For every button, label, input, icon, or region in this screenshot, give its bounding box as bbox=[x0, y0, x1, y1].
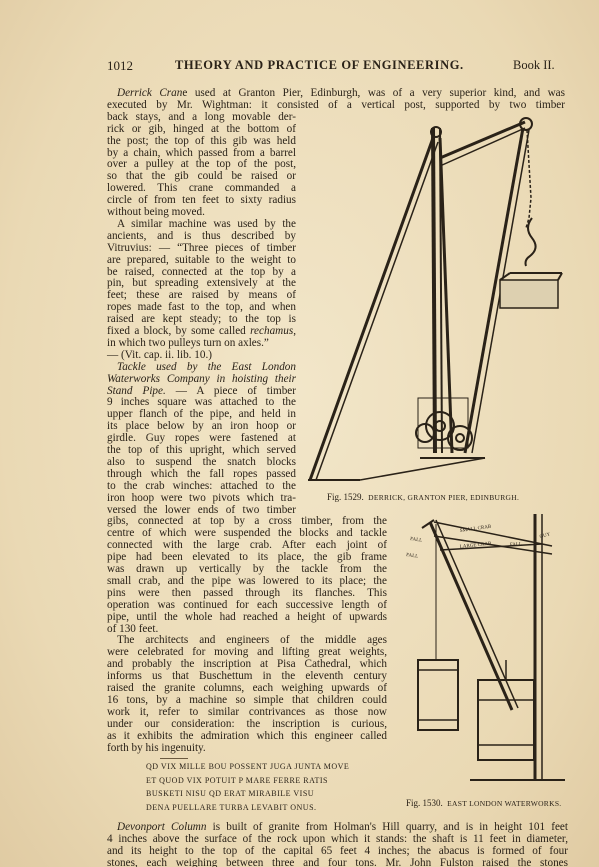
text-line: Derrick Crane used at Granton Pier, Edinburgh, was of a very superior kind, and was bbox=[117, 87, 565, 99]
text-line: rick or gib, hinged at the bottom of bbox=[107, 122, 296, 135]
text-line: was drawn up vertically by the tackle from the bbox=[107, 563, 387, 575]
fig1529-title: DERRICK, GRANTON PIER, EDINBURGH. bbox=[368, 493, 520, 502]
text-line: in which two pulleys turn on axles.” bbox=[107, 336, 269, 349]
text-line: by a chain, which passed from a barrel bbox=[107, 146, 296, 159]
text-line: forth by his ingenuity. bbox=[107, 741, 206, 754]
text-line: Stand Pipe. — A piece of timber bbox=[107, 384, 296, 397]
text-line: small crab, and the pipe was lowered to its place; the bbox=[107, 574, 387, 587]
text-line: through which the fall ropes passed bbox=[107, 467, 296, 480]
text-line: 16 tons, by a machine so simple that children could bbox=[107, 693, 387, 706]
text-line: without being moved. bbox=[107, 206, 205, 218]
inscription-line: ET QUOD VIX POTUIT P MARE FERRE RATIS bbox=[146, 775, 328, 785]
running-title: THEORY AND PRACTICE OF ENGINEERING. bbox=[175, 58, 464, 72]
text-line: The architects and engineers of the middle ages bbox=[117, 634, 387, 647]
text-line: were celebrated for moving and lifting great weights, bbox=[107, 646, 387, 659]
text-line: iron hoop were two pivots which tra- bbox=[107, 491, 296, 504]
fig1529-caption bbox=[327, 492, 519, 502]
text-line: centre of which were suspended the blocks and tackle bbox=[107, 527, 387, 540]
text-line: also to suspend the snatch blocks bbox=[107, 455, 296, 468]
fig1530-caption bbox=[406, 798, 561, 808]
waterworks-tackle-figure bbox=[400, 510, 575, 795]
text-line: Waterworks Company in hoisting their bbox=[107, 372, 296, 385]
page-number: 1012 bbox=[107, 58, 133, 73]
text-line: Devonport Column is built of granite from Holman's Hill quarry, and is in height 101 feet bbox=[117, 821, 569, 833]
text-line: pipe had been elevated to its place, the gib frame bbox=[107, 551, 387, 564]
text-line: 9 inches square was attached to the bbox=[107, 396, 296, 409]
text-line: — (Vit. cap. ii. lib. 10.) bbox=[107, 348, 212, 361]
text-line: connected with the large crab. After each joint of bbox=[107, 539, 387, 552]
inscription-line: DENA PUELLARE TURBA LEVABIT ONUS. bbox=[146, 802, 317, 812]
text-line: its place below by an iron hoop or bbox=[107, 420, 296, 433]
text-line: A similar machine was used by the bbox=[117, 217, 296, 230]
rope-label-fall-1: FALL bbox=[409, 537, 423, 544]
rope-label-fall-2: FALL bbox=[405, 553, 419, 560]
inscription-line: BUSKETI NISU QD ERAT MIRABILE VISU bbox=[146, 789, 315, 798]
text-line: Vitruvius: — “Three pieces of timber bbox=[107, 241, 296, 254]
text-line: informs us that Buschettum in the eleventh century bbox=[107, 670, 387, 683]
text-line: back stays, and a long movable der- bbox=[107, 110, 296, 123]
inscription-rule bbox=[160, 758, 188, 759]
text-line: over a pulley at the top of the post, bbox=[107, 158, 296, 171]
fig1529-number: Fig. 1529. bbox=[327, 492, 364, 502]
text-line: feet; these are raised by means of bbox=[107, 289, 296, 302]
text-line: and its height to the top of the capital 65 feet 4 inches; the abacus is formed of four bbox=[107, 845, 568, 857]
text-line: gibs, connected at top by a cross timber, from the bbox=[107, 515, 387, 528]
text-line: operation was continued for each successive length of bbox=[107, 598, 387, 611]
derrick-crane-figure bbox=[300, 108, 570, 493]
rope-label-large-crab: LARGE CRAB bbox=[459, 541, 492, 550]
rope-label-fall-3: FALL bbox=[509, 542, 523, 548]
text-line: circle of from ten feet to sixty radius bbox=[107, 194, 296, 207]
text-line: ancients, and is thus described by bbox=[107, 229, 296, 242]
rope-label-guy: GUY bbox=[539, 532, 551, 540]
text-line: fixed a block, by some called rechamus, bbox=[107, 325, 296, 337]
text-line: pin, but spreading extensively at the bbox=[107, 277, 296, 290]
text-line: Tackle used by the East London bbox=[117, 360, 296, 373]
inscription-line: QD VIX MILLE BOU POSSENT JUGA JUNTA MOVE bbox=[146, 762, 350, 771]
text-line: and probably the inscription at Pisa Cathedral, which bbox=[107, 658, 387, 671]
text-line: upper flanch of the pipe, and held in bbox=[107, 408, 296, 421]
text-line: pipe, until the whole had reached a height of upwards bbox=[107, 610, 387, 623]
fig1530-title: EAST LONDON WATERWORKS. bbox=[447, 799, 562, 808]
text-line: as it exhibits the admiration which this engineer called bbox=[107, 729, 387, 742]
text-line: pins were then passed through its flanches. This bbox=[107, 586, 387, 599]
text-line: be raised, connected at the top by a bbox=[107, 265, 296, 278]
text-line: executed by Mr. Wightman: it consisted of a vertical post, supported by two timber bbox=[107, 98, 565, 111]
text-line: raised the granite columns, each weighing upwards of bbox=[107, 682, 387, 694]
text-line: stones, each weighing between three and four tons. Mr. John Fulston raised the stones bbox=[107, 857, 568, 867]
book-label: Book II. bbox=[513, 58, 555, 72]
text-line: the top of this upright, which served bbox=[107, 444, 296, 456]
text-line: versed the lower ends of two timber bbox=[107, 503, 296, 516]
text-line: so that the gib could be raised or bbox=[107, 170, 296, 183]
text-line: are prepared, suitable to the weight to bbox=[107, 253, 296, 266]
text-line: of 130 feet. bbox=[107, 622, 159, 635]
text-line: lowered. This crane commanded a bbox=[107, 182, 296, 195]
text-line: 4 inches above the surface of the rock upon which it stands: the shaft is 11 feet in diameter, bbox=[107, 833, 568, 845]
rope-label-small-crab: SMALL CRAB bbox=[459, 524, 492, 534]
text-line: to the crab winches: attached to the bbox=[107, 479, 296, 492]
text-line: ropes made fast to the top, and when bbox=[107, 301, 296, 314]
text-line: the post; the top of this gib was held bbox=[107, 134, 296, 147]
text-line: under our consideration: the inscription is curious, bbox=[107, 717, 387, 730]
fig1530-number: Fig. 1530. bbox=[406, 798, 443, 808]
text-line: work it, refer to similar contrivances as those now bbox=[107, 705, 387, 718]
text-line: raised are kept steady; to the top is bbox=[107, 313, 296, 326]
text-line: girdle. Guy ropes were fastened at bbox=[107, 432, 296, 445]
